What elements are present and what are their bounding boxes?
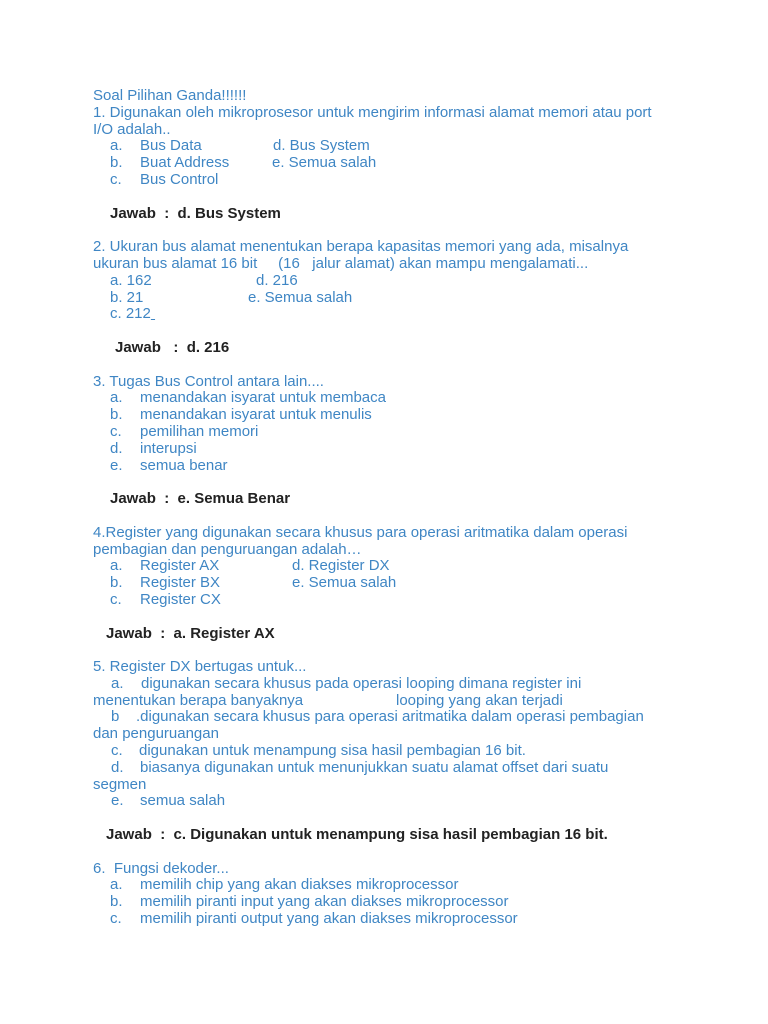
q4-question-line2: pembagian dan penguruangan adalah… xyxy=(93,540,362,558)
q2-question-line1: 2. Ukuran bus alamat menentukan berapa kapasitas memori yang ada, misalnya xyxy=(93,238,629,256)
q1-options-row2 xyxy=(93,155,683,172)
q2-option-c-underline xyxy=(151,305,155,322)
q4-option-c: Register CX xyxy=(140,590,221,608)
q5-option-d-line1 xyxy=(93,760,683,777)
q3-option-a-letter: a. xyxy=(110,389,123,407)
q6-question: 6. Fungsi dekoder... xyxy=(93,859,229,877)
q4-option-e: e. Semua salah xyxy=(292,574,397,592)
q4-option-b: Register BX xyxy=(140,574,221,592)
q3-option-e xyxy=(93,458,683,475)
q6-option-b-letter: b. xyxy=(110,893,123,911)
q5-option-a-text2b: looping yang akan terjadi xyxy=(396,691,563,709)
q2-answer: Jawab : d. 216 xyxy=(115,338,230,356)
q3-option-c xyxy=(93,424,683,441)
q2-option-c: c. 212 xyxy=(110,305,151,323)
q2-option-d: d. 216 xyxy=(256,271,298,289)
q6-option-c-text: memilih piranti output yang akan diakses mikroprocessor xyxy=(140,910,518,928)
q5-option-e-text: semua salah xyxy=(140,792,226,810)
document-title: Soal Pilihan Ganda!!!!!! xyxy=(93,87,247,104)
q5-option-d-line2: segmen xyxy=(93,775,147,793)
q5-option-e xyxy=(93,793,683,810)
q4-option-a-letter: a. xyxy=(110,557,123,575)
q6-option-c xyxy=(93,911,683,928)
q4-option-a: Register AX xyxy=(140,557,220,575)
q5-option-b-line1 xyxy=(93,709,683,726)
q5-option-a-line2 xyxy=(93,693,683,710)
q3-option-d-letter: d. xyxy=(110,439,123,457)
q6-option-a-text: memilih chip yang akan diakses mikroprocessor xyxy=(140,876,459,894)
q4-option-c-letter: c. xyxy=(110,590,122,608)
q5-option-d-letter: d. xyxy=(111,758,124,776)
q3-option-e-text: semua benar xyxy=(140,456,228,474)
q4-options-row3 xyxy=(93,592,683,609)
q4-options-row2 xyxy=(93,575,683,592)
q1-option-a-letter: a. xyxy=(110,137,123,155)
q2-option-e: e. Semua salah xyxy=(248,288,353,306)
q2-options-row2 xyxy=(93,290,683,307)
q2-option-b: b. 21 xyxy=(110,288,144,306)
q5-option-a-text2a: menentukan berapa banyaknya xyxy=(93,691,304,709)
q1-option-b: Buat Address xyxy=(140,154,230,172)
q3-option-b-text: menandakan isyarat untuk menulis xyxy=(140,406,372,424)
q6-option-b-text: memilih piranti input yang akan diakses mikroprocessor xyxy=(140,893,509,911)
q1-option-b-letter: b. xyxy=(110,154,123,172)
q5-option-e-letter: e. xyxy=(111,792,124,810)
q5-option-b-line2: dan penguruangan xyxy=(93,725,219,743)
q3-option-e-letter: e. xyxy=(110,456,123,474)
q1-answer: Jawab : d. Bus System xyxy=(110,204,281,222)
q3-option-c-text: pemilihan memori xyxy=(140,422,259,440)
q3-option-d xyxy=(93,441,683,458)
q4-options-row1 xyxy=(93,558,683,575)
q3-option-b xyxy=(93,407,683,424)
q4-option-d: d. Register DX xyxy=(292,557,390,575)
q5-option-c-letter: c. xyxy=(111,742,123,760)
q5-option-b-text1: .digunakan secara khusus para operasi aritmatika dalam operasi pembagian xyxy=(136,708,644,726)
q5-answer: Jawab : c. Digunakan untuk menampung sisa hasil pembagian 16 bit. xyxy=(106,826,608,844)
q6-option-b xyxy=(93,894,683,911)
q3-option-a xyxy=(93,390,683,407)
q5-option-a-letter: a. xyxy=(111,674,124,692)
q5-option-c xyxy=(93,743,683,760)
q1-question-line1: 1. Digunakan oleh mikroprosesor untuk mengirim informasi alamat memori atau port xyxy=(93,103,652,121)
q1-options-row3 xyxy=(93,172,683,189)
q1-options-row1 xyxy=(93,138,683,155)
document-page xyxy=(93,88,683,928)
q5-option-a-line1 xyxy=(93,676,683,693)
q6-option-a-letter: a. xyxy=(110,876,123,894)
q3-option-b-letter: b. xyxy=(110,406,123,424)
q5-option-c-text: digunakan untuk menampung sisa hasil pembagian 16 bit. xyxy=(139,742,526,760)
q5-question: 5. Register DX bertugas untuk... xyxy=(93,658,307,676)
q2-options-row3 xyxy=(93,306,683,323)
q4-option-b-letter: b. xyxy=(110,574,123,592)
q1-option-c-letter: c. xyxy=(110,170,122,188)
q1-question-line2: I/O adalah.. xyxy=(93,120,171,138)
q4-answer: Jawab : a. Register AX xyxy=(106,624,275,642)
q1-option-d: d. Bus System xyxy=(273,137,370,155)
q2-question-line2: ukuran bus alamat 16 bit (16 jalur alamat) akan mampu mengalamati... xyxy=(93,254,589,272)
q6-option-c-letter: c. xyxy=(110,910,122,928)
q3-option-d-text: interupsi xyxy=(140,439,197,457)
q6-option-a xyxy=(93,877,683,894)
q3-option-a-text: menandakan isyarat untuk membaca xyxy=(140,389,386,407)
q3-question: 3. Tugas Bus Control antara lain.... xyxy=(93,372,324,390)
q3-answer: Jawab : e. Semua Benar xyxy=(110,490,291,508)
q2-option-a: a. 162 xyxy=(110,271,152,289)
q5-option-d-text1: biasanya digunakan untuk menunjukkan suatu alamat offset dari suatu xyxy=(140,758,609,776)
q3-option-c-letter: c. xyxy=(110,422,122,440)
q1-option-e: e. Semua salah xyxy=(272,154,377,172)
q4-question-line1: 4.Register yang digunakan secara khusus para operasi aritmatika dalam operasi xyxy=(93,523,628,541)
q1-option-c: Bus Control xyxy=(140,170,219,188)
q2-options-row1 xyxy=(93,273,683,290)
q1-option-a: Bus Data xyxy=(140,137,202,155)
q5-option-b-letter: b xyxy=(111,708,120,726)
q5-option-a-text1: digunakan secara khusus pada operasi looping dimana register ini xyxy=(141,674,582,692)
